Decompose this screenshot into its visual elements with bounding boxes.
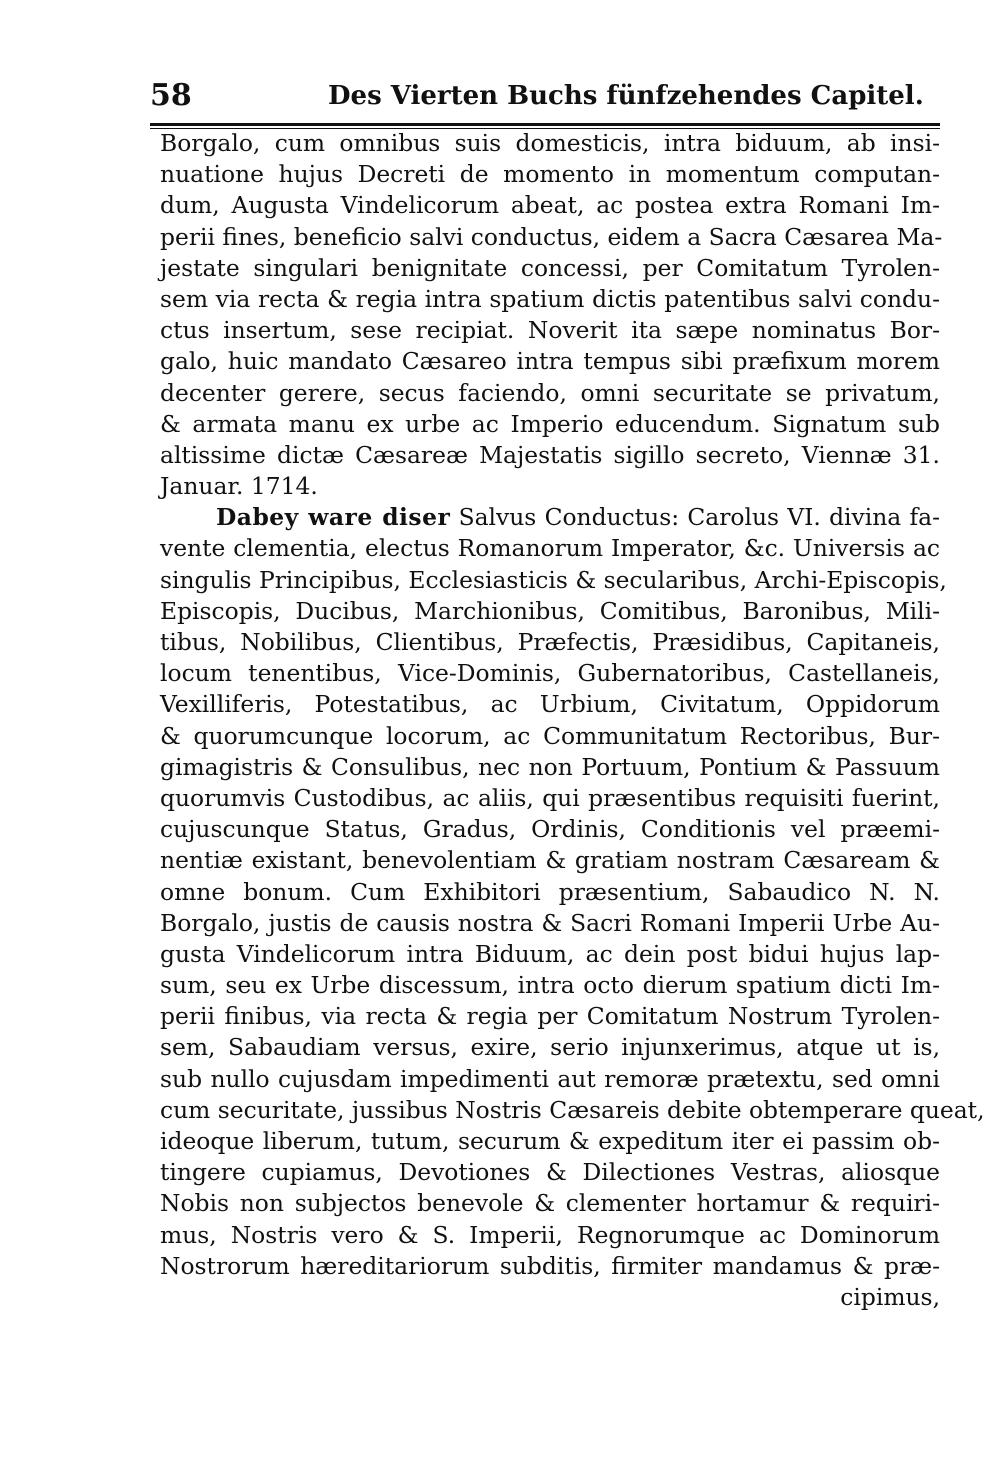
- text-line: Vexilliferis, Potestatibus, ac Urbium, Civitatum, Oppidorum: [160, 690, 940, 719]
- page-header: [150, 74, 940, 118]
- text-line: dum, Augusta Vindelicorum abeat, ac postea extra Romani Im-: [160, 191, 940, 220]
- text-line: & armata manu ex urbe ac Imperio educendum. Signatum sub: [160, 409, 940, 438]
- text-line: Borgalo, cum omnibus suis domesticis, intra biduum, ab insi-: [160, 129, 940, 157]
- text-line: perii finibus, via recta & regia per Comitatum Nostrum Tyrolen-: [160, 1002, 940, 1031]
- text-line: Nobis non subjectos benevole & clementer hortamur & requiri-: [160, 1189, 940, 1218]
- text-line: ideoque liberum, tutum, securum & expeditum iter ei passim ob-: [160, 1127, 940, 1155]
- text-line: tingere cupiamus, Devotiones & Dilectiones Vestras, aliosque: [160, 1158, 940, 1187]
- text-line: decenter gerere, secus faciendo, omni securitate se privatum,: [160, 378, 940, 407]
- running-title: Des Vierten Buchs fünfzehendes Capitel.: [328, 81, 924, 111]
- text-line: sub nullo cujusdam impedimenti aut remoræ prætextu, sed omni: [160, 1064, 940, 1093]
- text-line: quorumvis Custodibus, ac aliis, qui præsentibus requisiti fuerint,: [160, 783, 940, 812]
- text-line: vente clementia, electus Romanorum Imperator, &c. Universis ac: [160, 534, 940, 563]
- text-line-first: [160, 502, 940, 533]
- text-line: Borgalo, justis de causis nostra & Sacri Romani Imperii Urbe Au-: [160, 908, 940, 937]
- text-line: tibus, Nobilibus, Clientibus, Præfectis, Præsidibus, Capitaneis,: [160, 628, 940, 656]
- text-line: singulis Principibus, Ecclesiasticis & secularibus, Archi-Episcopis,: [160, 565, 947, 594]
- text-line: galo, huic mandato Cæsareo intra tempus sibi præfixum morem: [160, 347, 940, 376]
- text-line: omne bonum. Cum Exhibitori præsentium, Sabaudico N. N.: [160, 877, 940, 906]
- text-line: gimagistris & Consulibus, nec non Portuum, Pontium & Passuum: [160, 752, 940, 781]
- text-line: & quorumcunque locorum, ac Communitatum Rectoribus, Bur-: [160, 721, 940, 750]
- text-line: altissime dictæ Cæsareæ Majestatis sigillo secreto, Viennæ 31.: [160, 440, 940, 469]
- text-line: perii fines, beneficio salvi conductus, eidem a Sacra Cæsarea Ma-: [160, 222, 943, 251]
- text-line: sem, Sabaudiam versus, exire, serio injunxerimus, atque ut is,: [160, 1033, 940, 1062]
- paragraph-decree: [160, 128, 943, 502]
- text-line: cum securitate, jussibus Nostris Cæsareis debite obtemperare queat,: [160, 1095, 985, 1124]
- text-line: nentiæ existant, benevolentiam & gratiam nostram Cæsaream &: [160, 846, 940, 875]
- text-line: locum tenentibus, Vice-Dominis, Gubernatoribus, Castellaneis,: [160, 659, 940, 688]
- body-text: [160, 128, 985, 1313]
- page-number: 58: [150, 78, 192, 113]
- text-line: Januar. 1714.: [160, 472, 318, 501]
- text-line: sem via recta & regia intra spatium dictis patentibus salvi condu-: [160, 284, 940, 313]
- text-line: sum, seu ex Urbe discessum, intra octo dierum spatium dicti Im-: [160, 971, 940, 1000]
- text-line: Nostrorum hæreditariorum subditis, firmiter mandamus & præ-: [160, 1251, 940, 1280]
- first-line-text: Salvus Conductus: Carolus VI. divina fa-: [458, 503, 941, 532]
- paragraph-safe-conduct: [160, 502, 985, 1282]
- text-line: mus, Nostris vero & S. Imperii, Regnorumque ac Dominorum: [160, 1220, 940, 1249]
- text-line: ctus insertum, sese recipiat. Noverit ita sæpe nominatus Bor-: [160, 316, 940, 345]
- text-line: gusta Vindelicorum intra Biduum, ac dein post bidui hujus lap-: [160, 939, 940, 968]
- text-line: cujuscunque Status, Gradus, Ordinis, Conditionis vel præemi-: [160, 815, 940, 844]
- lead-in-text: Dabey ware diser: [216, 503, 451, 532]
- text-line: nuatione hujus Decreti de momento in momentum computan-: [160, 160, 940, 189]
- text-line: Episcopis, Ducibus, Marchionibus, Comitibus, Baronibus, Mili-: [160, 596, 940, 625]
- text-line: jestate singulari benignitate concessi, per Comitatum Tyrolen-: [160, 253, 940, 282]
- catchword: cipimus,: [840, 1282, 940, 1311]
